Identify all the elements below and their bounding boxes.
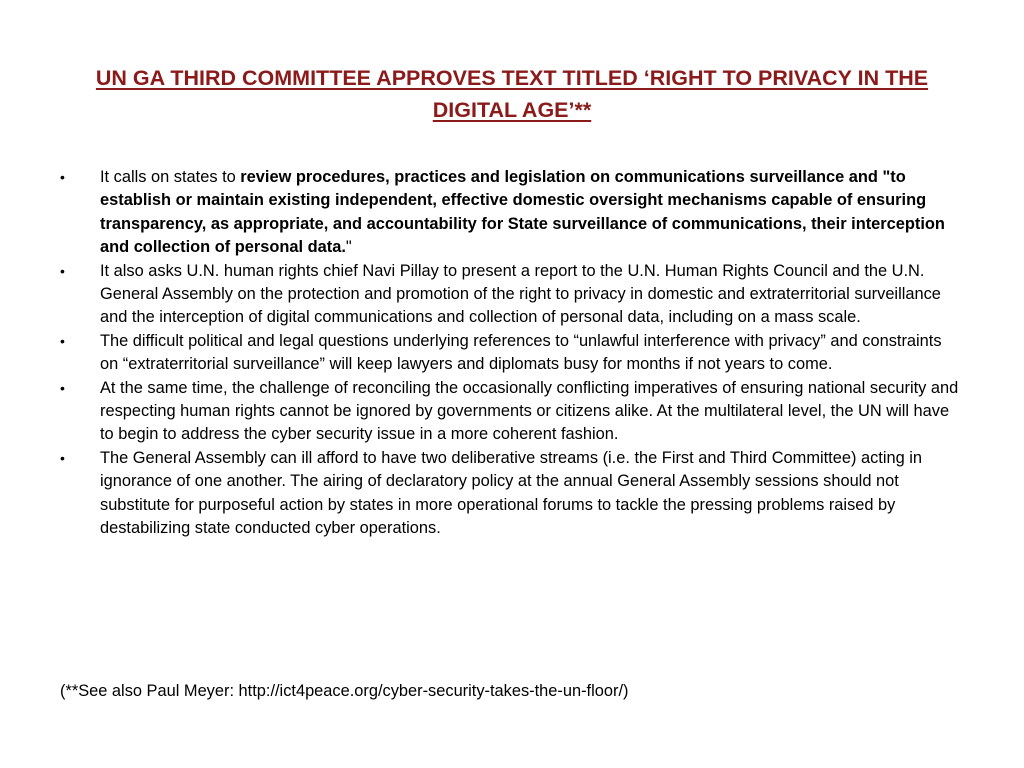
bullet-text: It also asks U.N. human rights chief Navi Pillay to present a report to the U.N. Human Rights Council and the U.N. General Assembly on the protection and promotion of the right to privacy in domestic and extraterritorial surveillance and the interception of digital communications and collection of personal data, including on a mass scale. <box>100 261 941 327</box>
bullet-list <box>60 166 960 541</box>
bullet-text-emphasis: review procedures, practices and legislation on communications surveillance and "to establish or maintain existing independent, effective domestic oversight mechanisms capable of ensuring transparency, as appropriate, and accountability for State surveillance of communications, their interception and collection of personal data. <box>100 168 945 257</box>
bullet-item <box>60 447 960 541</box>
bullet-text: The difficult political and legal questions underlying references to “unlawful interference with privacy” and constraints on “extraterritorial surveillance” will keep lawyers and diplomats busy for months if not years to come. <box>100 331 942 374</box>
bullet-item <box>60 377 960 447</box>
bullet-text: The General Assembly can ill afford to have two deliberative streams (i.e. the First and Third Committee) acting in ignorance of one another. The airing of declaratory policy at the annual General Assembly sessions should not substitute for purposeful action by states in more operational forums to tackle the pressing problems raised by destabilizing state conducted cyber operations. <box>100 448 923 538</box>
footnote-reference: (**See also Paul Meyer: http://ict4peace.org/cyber-security-takes-the-un-floor/) <box>60 682 629 700</box>
bullet-icon: • <box>60 169 65 185</box>
bullet-icon: • <box>60 262 65 279</box>
bullet-icon: • <box>60 449 65 466</box>
bullet-text-lead: It calls on states to <box>100 168 241 186</box>
bullet-text-tail: " <box>345 238 352 257</box>
bullet-item <box>60 166 960 260</box>
bullet-icon: • <box>60 332 65 349</box>
bullet-item <box>60 330 960 377</box>
bullet-item <box>60 260 960 330</box>
slide-title: UN GA THIRD COMMITTEE APPROVES TEXT TITLED ‘RIGHT TO PRIVACY IN THE DIGITAL AGE’** <box>95 66 929 122</box>
bullet-icon: • <box>60 379 65 396</box>
bullet-text: At the same time, the challenge of reconciling the occasionally conflicting imperatives of ensuring national security and respecting human rights cannot be ignored by governments or citizens alike. At the multilateral level, the UN will have to begin to address the cyber security issue in a more coherent fashion. <box>100 378 959 444</box>
bullet-text <box>100 168 945 256</box>
